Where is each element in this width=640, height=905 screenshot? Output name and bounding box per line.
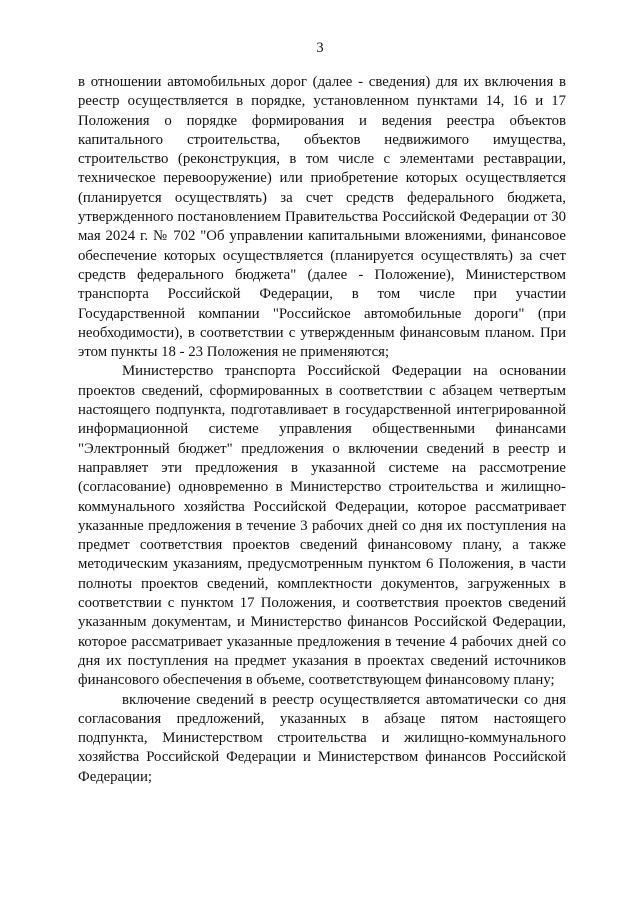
paragraph-continuation: в отношении автомобильных дорог (далее - сведения) для их включения в реестр осуществляется в порядке, установленном пунктами 14, 16 и 17 Положения о порядке формирования и ведения реестра объектов капитального строительства, объектов недвижимого имущества, строительство (реконструкция, в том числе с элементами реставрации, техническое перевооружение) или приобретение которых осуществляется (планируется осуществлять) за счет средств федерального бюджета, утвержденного постановлением Правительства Российской Федерации от 30 мая 2024 г. № 702 "Об управлении капитальными вложениями, финансовое обеспечение которых осуществляется (планируется осуществлять) за счет средств федерального бюджета" (далее - Положение), Министерством транспорта Российской Федерации, в том числе при участии Государственной компании "Российское автомобильные дороги" (при необходимости), в соответствии с утвержденным финансовым планом. При этом пункты 18 - 23 Положения не применяются; [78, 74, 566, 361]
paragraph-ministry-proposals: Министерство транспорта Российской Федерации на основании проектов сведений, сформированных в соответствии с абзацем четвертым настоящего подпункта, подготавливает в государственной интегрированной информационной системе управления общественными финансами "Электронный бюджет" предложения о включении сведений в реестр и направляет эти предложения в указанной системе на рассмотрение (согласование) одновременно в Министерство строительства и жилищно-коммунального хозяйства Российской Федерации, которое рассматривает указанные предложения в течение 3 рабочих дней со дня их поступления на предмет соответствия проектов сведений финансовому плану, а также методическим указаниям, предусмотренным пунктом 6 Положения, в части полноты проектов сведений, комплектности документов, загруженных в соответствии с пунктом 17 Положения, и соответствия проектов сведений указанным документам, и Министерство финансов Российской Федерации, которое рассматривает указанные предложения в течение 4 рабочих дней со дня их поступления на предмет указания в проектах сведений источников финансового обеспечения в объеме, соответствующем финансовому плану; [78, 363, 566, 689]
document-body [78, 73, 566, 787]
paragraph-registry-inclusion: включение сведений в реестр осуществляется автоматически со дня согласования предложений, указанных в абзаце пятом настоящего подпункта, Министерством строительства и жилищно-коммунального хозяйства Российской Федерации и Министерством финансов Российской Федерации; [78, 691, 566, 785]
page-number: 3 [316, 40, 324, 56]
